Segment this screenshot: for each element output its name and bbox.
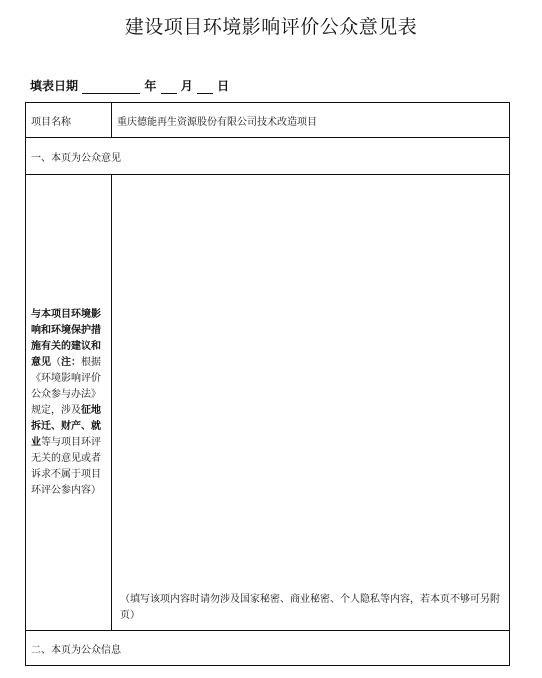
fill-date-label: 填表日期 — [30, 79, 79, 93]
opinion-form-table — [25, 102, 510, 666]
day-label: 日 — [217, 79, 230, 93]
opinion-input-area[interactable] — [112, 175, 510, 631]
section2-row — [26, 631, 510, 666]
year-blank[interactable] — [82, 80, 140, 94]
opinion-label-note-prefix: 注： — [61, 356, 81, 368]
opinion-label-main: 与本项目环境影响和环境保护措施有关的建议和意见 — [31, 308, 101, 368]
section1-heading: 一、本页为公众意见 — [26, 138, 510, 175]
month-label: 月 — [180, 79, 193, 93]
project-name-label: 项目名称 — [26, 103, 112, 138]
day-blank[interactable] — [197, 80, 213, 94]
section2-heading: 二、本页为公众信息 — [26, 631, 510, 666]
opinion-label-excluded-topics: 征地拆迁、财产、就业 — [31, 404, 101, 448]
opinion-row — [26, 175, 510, 631]
project-name-row — [26, 103, 510, 138]
form-title: 建设项目环境影响评价公众意见表 — [124, 16, 418, 38]
opinion-label — [26, 175, 112, 631]
fill-date-row — [30, 77, 229, 94]
year-label: 年 — [144, 79, 157, 93]
opinion-label-note-tail: 等与项目环评无关的意见或者诉求不属于项目环评公参内容） — [31, 436, 101, 496]
month-blank[interactable] — [161, 80, 177, 94]
opinion-label-note-text: 根据《环境影响评价公众参与办法》规定，涉及 — [31, 356, 101, 416]
opinion-privacy-note: （填写该项内容时请勿涉及国家秘密、商业秘密、个人隐私等内容，若本页不够可另附页） — [120, 594, 500, 621]
section1-row — [26, 138, 510, 175]
opinion-label-paren: （ — [51, 356, 61, 368]
project-name-value: 重庆德能再生资源股份有限公司技术改造项目 — [112, 103, 510, 138]
